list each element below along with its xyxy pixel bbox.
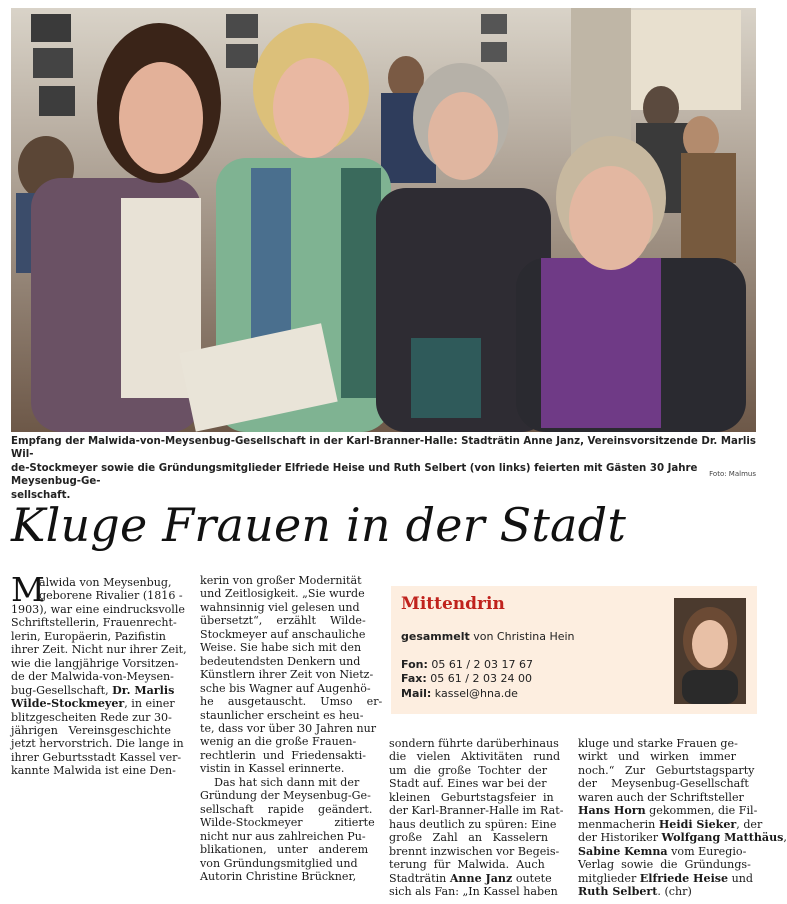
mittendrin-box — [391, 586, 757, 714]
text-line: Sabine Kemna vom Euregio- — [578, 844, 747, 858]
bold-name: Heidi Sieker — [658, 817, 737, 831]
bold-name: Elfriede Heise — [639, 871, 729, 885]
text-line: bug-Gesellschaft, Dr. Marlis — [11, 683, 175, 697]
text-line: die vielen Aktivitäten rund — [389, 750, 561, 764]
text-line: der Historiker Wolfgang Matthäus, — [578, 831, 787, 845]
text-line: wie die langjährige Vorsitzen- — [11, 656, 179, 670]
text-line: kannte Malwida ist eine Den- — [11, 764, 176, 778]
group-photo — [11, 8, 756, 432]
text-line: brennt inzwischen vor Begeis- — [389, 844, 560, 858]
text-line: große Zahl an Kasselern — [389, 831, 548, 845]
text-line: 1903), war eine eindrucksvolle — [11, 602, 185, 616]
text-line: Ruth Selbert. (chr) — [578, 884, 692, 898]
text-line: Wilde-Stockmeyer zitierte — [200, 816, 375, 830]
text-line: Weise. Sie habe sich mit den — [200, 641, 362, 655]
text-line: kerin von großer Modernität — [200, 574, 362, 587]
box-title: Mittendrin — [401, 594, 505, 614]
bold-name: Hans Horn — [578, 804, 646, 818]
text-line: geborene Rivalier (1816 - — [39, 589, 183, 603]
text-line: und Zeitlosigkeit. „Sie wurde — [200, 587, 365, 601]
author-portrait-icon — [674, 598, 746, 704]
text-line: nicht nur aus zahlreichen Pu- — [200, 829, 366, 843]
bold-name: Wolfgang Matthäus — [661, 831, 784, 845]
text-line: jetzt hervorstrich. Die lange in — [11, 737, 184, 751]
photo-caption — [11, 435, 756, 502]
author-portrait — [674, 598, 746, 704]
text-line: noch.“ Zur Geburtstagsparty — [578, 763, 755, 777]
headline: Kluge Frauen in der Stadt — [11, 498, 627, 552]
caption-line: de-Stockmeyer sowie die Gründungsmitglieder Elfriede Heise und Ruth Selbert (von links) feierten mit Gästen 30 Jahre Meysenbug-Ge- — [11, 462, 698, 488]
text-line: von Gründungsmitglied und — [200, 856, 358, 870]
text-line: te, dass vor über 30 Jahren nur — [200, 721, 377, 735]
bold-name: Wilde-Stockmeyer — [11, 697, 125, 711]
caption-line: sellschaft. — [11, 489, 71, 501]
box-author: gesammelt von Christina Hein — [401, 630, 575, 643]
text-line: ihrer Geburtsstadt Kassel ver- — [11, 750, 182, 764]
text-line: wahnsinnig viel gelesen und — [200, 600, 360, 614]
text-line: Hans Horn gekommen, die Fil- — [578, 804, 758, 818]
text-line: sellschaft rapide geändert. — [200, 802, 373, 816]
text-line: rechtlerin und Friedensakti- — [200, 748, 366, 762]
text-line: menmacherin Heidi Sieker, der — [578, 817, 763, 831]
text-line: bedeutendsten Denkern und — [200, 654, 361, 668]
text-line: he ausgetauscht. Umso er- — [200, 695, 383, 709]
text-line: alwida von Meysenbug, — [39, 576, 172, 589]
text-line: blitzgescheiten Rede zur 30- — [11, 710, 172, 724]
text-line: Stockmeyer auf anschauliche — [200, 627, 366, 641]
text-line: haus deutlich zu spüren: Eine — [389, 817, 557, 831]
text-line: jährigen Vereinsgeschichte — [11, 723, 171, 737]
article-column-3 — [389, 737, 568, 898]
box-phone: Fon: 05 61 / 2 03 17 67 — [401, 658, 534, 671]
text-line: Stadträtin Anne Janz outete — [389, 871, 552, 885]
text-line: der Meysenbug-Gesellschaft — [578, 777, 749, 791]
text-line: blikationen, unter anderem — [200, 843, 369, 857]
text-line: wenig an die große Frauen- — [200, 735, 357, 749]
group-photo-icon — [11, 8, 756, 432]
text-line: der Karl-Branner-Halle im Rat- — [389, 804, 564, 818]
text-line: mitglieder Elfriede Heise und — [578, 871, 754, 885]
text-line: Stadt auf. Eines war bei der — [389, 777, 547, 791]
article-column-2 — [200, 574, 383, 883]
bold-name: Ruth Selbert — [578, 884, 658, 898]
text-line: übersetzt“, erzählt Wilde- — [200, 614, 366, 628]
text-line: Verlag sowie die Gründungs- — [578, 858, 751, 872]
text-line: terung für Malwida. Auch — [389, 858, 545, 872]
text-line: Künstlern ihrer Zeit von Nietz- — [200, 668, 374, 682]
box-mail[interactable]: Mail: kassel@hna.de — [401, 687, 518, 700]
text-line: Autorin Christine Brückner, — [200, 869, 357, 883]
text-line: Schriftstellerin, Frauenrecht- — [11, 616, 177, 630]
text-line: waren auch der Schriftsteller — [578, 790, 744, 804]
drop-cap: M — [11, 570, 45, 609]
article-column-1 — [11, 570, 189, 778]
text-line: kluge und starke Frauen ge- — [578, 737, 738, 750]
text-line: Das hat sich dann mit der — [200, 775, 360, 789]
box-fax: Fax: 05 61 / 2 03 24 00 — [401, 672, 532, 685]
text-line: sich als Fan: „In Kassel haben — [389, 884, 558, 898]
text-line: de der Malwida-von-Meysen- — [11, 670, 174, 684]
photo-credit: Foto: Malmus — [709, 470, 756, 478]
text-line: kleinen Geburtstagsfeier in — [389, 790, 554, 804]
bold-name: Sabine Kemna — [578, 844, 668, 858]
text-line: wirkt und wirken immer — [578, 750, 736, 764]
text-line: ihrer Zeit. Nicht nur ihrer Zeit, — [11, 643, 187, 657]
bold-name: Anne Janz — [449, 871, 513, 885]
bold-name: Dr. Marlis — [112, 683, 175, 697]
text-line: Wilde-Stockmeyer, in einer — [11, 697, 175, 711]
caption-line: Empfang der Malwida-von-Meysenbug-Gesellschaft in der Karl-Branner-Halle: Stadträtin Anne Janz, Vereinsvorsitzende Dr. Marlis Wil- — [11, 436, 756, 461]
text-line: sche bis Wagner auf Augenhö- — [200, 681, 371, 695]
text-line: lerin, Europäerin, Pazifistin — [11, 629, 166, 643]
text-line: vistin in Kassel erinnerte. — [200, 762, 345, 776]
text-line: Gründung der Meysenbug-Ge- — [200, 789, 371, 803]
text-line: um die große Tochter der — [389, 763, 548, 777]
article-column-4 — [578, 737, 787, 898]
text-line: sondern führte darüberhinaus — [389, 737, 559, 750]
text-line: staunlicher erscheint es heu- — [200, 708, 364, 722]
